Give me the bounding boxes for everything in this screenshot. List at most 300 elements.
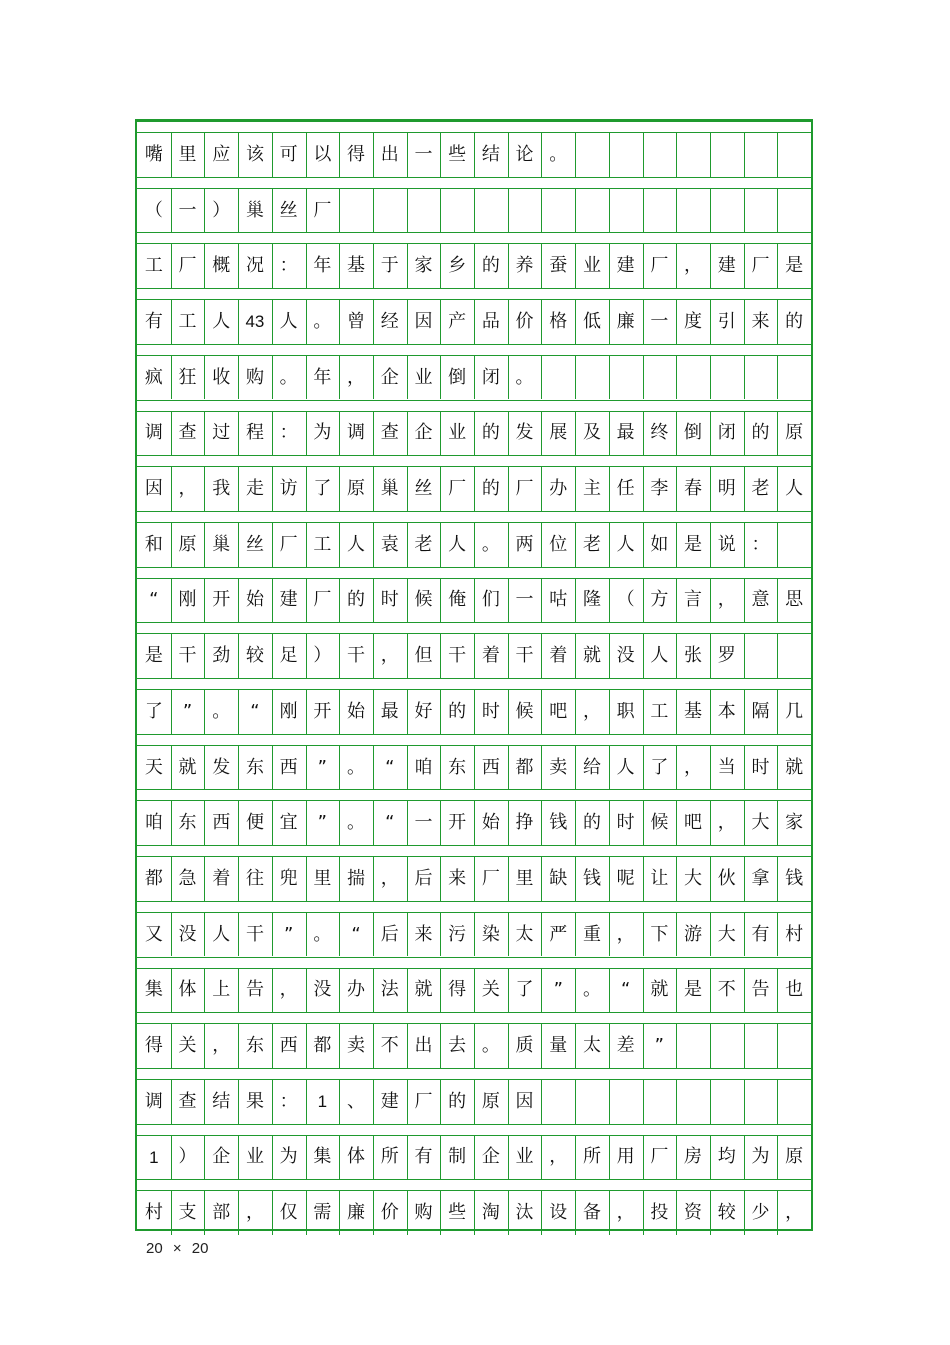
grid-cell: 质: [515, 1035, 534, 1057]
grid-cell: [777, 1080, 811, 1124]
grid-cell: 基: [684, 700, 703, 722]
grid-cell: 了: [515, 979, 534, 1001]
grid-cell: 发: [515, 422, 534, 444]
grid-cell: 一: [650, 310, 669, 332]
grid-cell: 的: [481, 422, 500, 444]
grid-cell: 刚: [279, 700, 298, 722]
grid-cell: ，: [212, 1035, 231, 1057]
grid-cell: 重: [582, 923, 601, 945]
grid-cell: 没: [616, 645, 635, 667]
grid-cell: 工: [178, 310, 197, 332]
grid-cell: 少: [751, 1202, 770, 1224]
grid-cell: 都: [313, 1035, 332, 1057]
grid-cell: 的: [751, 422, 770, 444]
grid-cell: [339, 189, 373, 233]
grid-cell: 办: [347, 979, 366, 1001]
grid-cell: 查: [178, 422, 197, 444]
grid-cell: 。: [515, 366, 534, 388]
grid-cell: 厂: [751, 255, 770, 277]
row-separator: [137, 789, 811, 801]
grid-cell: 1: [317, 1092, 328, 1112]
row-separator: [137, 232, 811, 244]
grid-cell: 建: [279, 589, 298, 611]
grid-cell: 人: [347, 533, 366, 555]
grid-cell: 。: [347, 812, 366, 834]
grid-cell: [373, 189, 407, 233]
grid-cell: 西: [212, 812, 231, 834]
grid-cell: 意: [751, 589, 770, 611]
grid-cell: 购: [245, 366, 264, 388]
grid-cell: 、: [347, 1090, 366, 1112]
grid-cell: 厂: [650, 1146, 669, 1168]
grid-cell: ）: [313, 645, 332, 667]
grid-cell: 结: [212, 1090, 231, 1112]
grid-cell: 。: [279, 366, 298, 388]
grid-cell: 大: [717, 923, 736, 945]
grid-cell: 人: [212, 310, 231, 332]
grid-cell: 劲: [212, 645, 231, 667]
row-separator: [137, 1179, 811, 1191]
grid-cell: ，: [279, 979, 298, 1001]
grid-cell: 况: [245, 255, 264, 277]
grid-cell: 张: [684, 645, 703, 667]
grid-cell: 建: [380, 1090, 399, 1112]
grid-cell: 工: [144, 255, 163, 277]
grid-cell: 没: [178, 923, 197, 945]
grid-cell: 老: [751, 478, 770, 500]
grid-cell: [575, 133, 609, 177]
grid-cell: 厂: [481, 867, 500, 889]
grid-cell: 宜: [279, 812, 298, 834]
grid-cell: 原: [785, 422, 804, 444]
grid-cell: 为: [751, 1146, 770, 1168]
grid-cell: [609, 189, 643, 233]
grid-cell: 一: [178, 199, 197, 221]
grid-cell: “: [385, 812, 395, 834]
grid-cell: 业: [515, 1146, 534, 1168]
grid-cell: ，: [347, 366, 366, 388]
grid-cell: [710, 133, 744, 177]
grid-cell: 调: [144, 1090, 163, 1112]
grid-cell: 但: [414, 645, 433, 667]
grid-cell: 因: [515, 1090, 534, 1112]
grid-cell: 便: [245, 812, 264, 834]
grid-cell: 体: [347, 1146, 366, 1168]
grid-cell: 咱: [414, 756, 433, 778]
grid-cell: 老: [582, 533, 601, 555]
grid-cell: ，: [380, 645, 399, 667]
grid-cell: 开: [448, 812, 467, 834]
grid-cell: 企: [380, 366, 399, 388]
grid-cell: [575, 356, 609, 400]
grid-cell: 挣: [515, 812, 534, 834]
grid-cell: ）: [178, 1146, 197, 1168]
grid-cell: 年: [313, 255, 332, 277]
grid-cell: 卖: [549, 756, 568, 778]
grid-cell: 主: [582, 478, 601, 500]
grid-cell: 制: [448, 1146, 467, 1168]
grid-cell: [541, 189, 575, 233]
grid-cell: 西: [481, 756, 500, 778]
grid-cell: ，: [245, 1202, 264, 1224]
grid-cell: 所: [380, 1146, 399, 1168]
grid-cell: 。: [212, 700, 231, 722]
grid-cell: 上: [212, 979, 231, 1001]
grid-cell: 为: [279, 1146, 298, 1168]
grid-cell: 后: [380, 923, 399, 945]
grid-cell: 里: [515, 867, 534, 889]
grid-cell: 时: [380, 589, 399, 611]
grid-cell: 集: [313, 1146, 332, 1168]
grid-cell: 得: [347, 143, 366, 165]
row-separator: [137, 288, 811, 300]
grid-cell: ”: [654, 1035, 664, 1057]
grid-cell: 就: [785, 756, 804, 778]
grid-cell: 厂: [650, 255, 669, 277]
grid-cell: 基: [347, 255, 366, 277]
grid-cell: 因: [414, 310, 433, 332]
grid-cell: ）: [212, 199, 231, 221]
grid-cell: 候: [515, 700, 534, 722]
row-separator: [137, 957, 811, 969]
grid-cell: 及: [582, 422, 601, 444]
grid-cell: 差: [616, 1035, 635, 1057]
grid-cell: [575, 1080, 609, 1124]
grid-cell: [744, 1080, 778, 1124]
row-separator: [137, 567, 811, 579]
grid-cell: 概: [212, 255, 231, 277]
grid-cell: 些: [448, 143, 467, 165]
row-separator: [137, 455, 811, 467]
grid-cell: 房: [684, 1146, 703, 1168]
grid-cell: ，: [178, 478, 197, 500]
grid-cell: 干: [245, 923, 264, 945]
grid-cell: 。: [347, 756, 366, 778]
grid-cell: 严: [549, 923, 568, 945]
grid-cell: 访: [279, 478, 298, 500]
grid-cell: 43: [245, 312, 265, 332]
grid-cell: 量: [549, 1035, 568, 1057]
grid-cell: 走: [245, 478, 264, 500]
row-separator: [137, 678, 811, 690]
grid-cell: [474, 189, 508, 233]
grid-cell: 是: [785, 255, 804, 277]
grid-cell: 天: [144, 756, 163, 778]
grid-cell: 丝: [245, 533, 264, 555]
grid-cell: 了: [313, 478, 332, 500]
grid-cell: 如: [650, 533, 669, 555]
grid-cell: ”: [553, 979, 563, 1001]
grid-cell: 得: [448, 979, 467, 1001]
grid-cell: 的: [448, 700, 467, 722]
grid-cell: 人: [616, 533, 635, 555]
grid-cell: [744, 634, 778, 678]
grid-cell: “: [351, 923, 361, 945]
grid-cell: 人: [448, 533, 467, 555]
grid-cell: 说: [717, 533, 736, 555]
grid-cell: 俺: [448, 589, 467, 611]
grid-cell: 钱: [582, 867, 601, 889]
row-separator: [137, 121, 811, 133]
grid-cell: 养: [515, 255, 534, 277]
grid-cell: 论: [515, 143, 534, 165]
grid-cell: 吧: [549, 700, 568, 722]
grid-cell: 最: [380, 700, 399, 722]
grid-cell: ，: [717, 589, 736, 611]
grid-cell: 展: [549, 422, 568, 444]
grid-cell: 卖: [347, 1035, 366, 1057]
grid-cell: 果: [245, 1090, 264, 1112]
grid-cell: 廉: [616, 310, 635, 332]
grid-cell: 原: [347, 478, 366, 500]
grid-cell: ，: [616, 923, 635, 945]
grid-cell: ，: [717, 812, 736, 834]
row-separator: [137, 622, 811, 634]
grid-cell: 厂: [448, 478, 467, 500]
grid-rows-count: 20: [191, 1240, 209, 1257]
grid-cell: 些: [448, 1202, 467, 1224]
grid-cell: 是: [684, 979, 703, 1001]
grid-cell: 为: [313, 422, 332, 444]
grid-cell: 的: [785, 310, 804, 332]
grid-cell: [744, 189, 778, 233]
grid-cell: 1: [149, 1147, 159, 1167]
grid-cell: 嘴: [144, 143, 163, 165]
grid-cell: 大: [751, 812, 770, 834]
grid-cell: 厂: [414, 1090, 433, 1112]
row-separator: [137, 1124, 811, 1136]
grid-cell: 是: [684, 533, 703, 555]
grid-cell: 低: [582, 310, 601, 332]
grid-cell: 着: [549, 645, 568, 667]
grid-cell: 咕: [549, 589, 568, 611]
grid-cell: 刚: [178, 589, 197, 611]
grid-cell: 经: [380, 310, 399, 332]
grid-cell: “: [620, 979, 631, 1001]
grid-cell: 太: [582, 1035, 601, 1057]
grid-cell: 一: [414, 812, 433, 834]
grid-cell: “: [149, 589, 159, 611]
grid-cell: ，: [549, 1146, 568, 1168]
grid-cell: ，: [785, 1202, 804, 1224]
grid-cell: 言: [684, 589, 703, 611]
grid-cell: 度: [684, 310, 703, 332]
grid-cell: 候: [414, 589, 433, 611]
grid-cell: [407, 189, 441, 233]
grid-cell: 急: [178, 867, 197, 889]
grid-cell: 原: [481, 1090, 500, 1112]
grid-cell: 需: [313, 1202, 332, 1224]
grid-cell: [710, 189, 744, 233]
row-separator: [137, 845, 811, 857]
grid-cell: 就: [178, 756, 197, 778]
grid-cell: ，: [684, 255, 703, 277]
grid-cell: [676, 1080, 710, 1124]
row-separator: [137, 177, 811, 189]
grid-cell: 倒: [684, 422, 703, 444]
grid-cell: 不: [717, 979, 736, 1001]
grid-cell: 支: [178, 1202, 197, 1224]
grid-cell: 始: [481, 812, 500, 834]
grid-cell: 往: [245, 867, 264, 889]
grid-cell: 厂: [178, 255, 197, 277]
grid-cell: [744, 356, 778, 400]
grid-cell: “: [250, 700, 260, 722]
row-separator: [137, 511, 811, 523]
grid-cell: （: [616, 589, 635, 611]
grid-cell: [541, 356, 575, 400]
grid-cell: 蚕: [549, 255, 568, 277]
grid-cell: 村: [144, 1202, 163, 1224]
grid-cell: [643, 1080, 677, 1124]
grid-cell: 调: [144, 422, 163, 444]
grid-cell: 李: [650, 478, 669, 500]
grid-cell: 们: [481, 589, 500, 611]
grid-cell: 产: [448, 310, 467, 332]
grid-cell: [777, 634, 811, 678]
grid-cell: 没: [313, 979, 332, 1001]
grid-cell: 厂: [279, 533, 298, 555]
grid-cell: 巢: [212, 533, 231, 555]
grid-cell: [575, 189, 609, 233]
grid-cell: 的: [582, 812, 601, 834]
grid-cell: 游: [684, 923, 703, 945]
grid-cell: [440, 189, 474, 233]
times-symbol: ×: [172, 1240, 182, 1257]
grid-cell: 出: [380, 143, 399, 165]
grid-cell: 办: [549, 478, 568, 500]
grid-cell: 建: [616, 255, 635, 277]
grid-cell: 调: [347, 422, 366, 444]
grid-cell: 收: [212, 366, 231, 388]
grid-cell: 购: [414, 1202, 433, 1224]
grid-cell: 业: [245, 1146, 264, 1168]
grid-cell: 干: [448, 645, 467, 667]
row-separator: [137, 1068, 811, 1080]
grid-cell: 原: [178, 533, 197, 555]
grid-cell: 疯: [144, 366, 163, 388]
grid-cell: ”: [317, 812, 327, 834]
row-separator: [137, 1012, 811, 1024]
grid-cell: 罗: [717, 645, 736, 667]
grid-cell: 建: [717, 255, 736, 277]
grid-cell: ，: [380, 867, 399, 889]
grid-cell: 。: [582, 979, 601, 1001]
row-separator: [137, 901, 811, 913]
grid-cell: [508, 189, 542, 233]
grid-cell: 。: [549, 143, 568, 165]
grid-cell: 因: [144, 478, 163, 500]
grid-cell: 过: [212, 422, 231, 444]
grid-cell: 闭: [717, 422, 736, 444]
grid-cell: 程: [245, 422, 264, 444]
grid-cell: [744, 1024, 778, 1068]
grid-cell: 村: [785, 923, 804, 945]
grid-cell: 的: [481, 255, 500, 277]
grid-cell: 西: [279, 1035, 298, 1057]
grid-cell: 法: [380, 979, 399, 1001]
grid-cell: 春: [684, 478, 703, 500]
grid-cell: 吧: [684, 812, 703, 834]
row-separator: [137, 400, 811, 412]
grid-cell: 结: [481, 143, 500, 165]
grid-cell: 乡: [448, 255, 467, 277]
grid-cell: 里: [313, 867, 332, 889]
grid-cell: 时: [751, 756, 770, 778]
grid-cell: 是: [144, 645, 163, 667]
grid-cell: 查: [380, 422, 399, 444]
grid-cell: ：: [279, 255, 298, 277]
grid-cell: 家: [414, 255, 433, 277]
grid-cell: 巢: [380, 478, 399, 500]
grid-cell: 人: [616, 756, 635, 778]
grid-cell: [676, 1024, 710, 1068]
grid-cell: 狂: [178, 366, 197, 388]
grid-cell: 设: [549, 1202, 568, 1224]
grid-size-label: [146, 1240, 208, 1257]
grid-cell: 人: [279, 310, 298, 332]
grid-cell: 用: [616, 1146, 635, 1168]
grid-cell: 给: [582, 756, 601, 778]
grid-cell: 资: [684, 1202, 703, 1224]
grid-cell: 老: [414, 533, 433, 555]
grid-cell: 发: [212, 756, 231, 778]
grid-cell: 有: [144, 310, 163, 332]
grid-cell: 又: [144, 923, 163, 945]
grid-cell: 企: [212, 1146, 231, 1168]
grid-cell: 较: [245, 645, 264, 667]
grid-cell: 污: [448, 923, 467, 945]
grid-cell: 业: [448, 422, 467, 444]
grid-cell: 原: [785, 1146, 804, 1168]
grid-cell: 里: [178, 143, 197, 165]
grid-cell: 部: [212, 1202, 231, 1224]
grid-cell: ，: [684, 756, 703, 778]
grid-cell: [609, 1080, 643, 1124]
grid-cell: 关: [178, 1035, 197, 1057]
grid-cell: 备: [582, 1202, 601, 1224]
grid-cell: 拿: [751, 867, 770, 889]
grid-cell: 业: [414, 366, 433, 388]
grid-cell: 厂: [313, 589, 332, 611]
grid-cell: 引: [717, 310, 736, 332]
grid-cell: [676, 189, 710, 233]
grid-cell: 均: [717, 1146, 736, 1168]
grid-cell: [710, 1024, 744, 1068]
grid-cell: 太: [515, 923, 534, 945]
grid-cell: 一: [414, 143, 433, 165]
grid-cell: 隔: [751, 700, 770, 722]
grid-cell: 厂: [313, 199, 332, 221]
grid-cell: （: [144, 199, 163, 221]
grid-cell: 大: [684, 867, 703, 889]
grid-cell: ”: [317, 756, 327, 778]
grid-cell: 思: [785, 589, 804, 611]
grid-cell: 较: [717, 1202, 736, 1224]
grid-cell: [744, 133, 778, 177]
grid-cell: [676, 133, 710, 177]
grid-cell: 查: [178, 1090, 197, 1112]
grid-cell: [710, 356, 744, 400]
grid-cell: 应: [212, 143, 231, 165]
manuscript-grid-paper: [135, 119, 813, 1231]
grid-cell: 告: [245, 979, 264, 1001]
grid-cell: 时: [616, 812, 635, 834]
grid-cell: 了: [144, 700, 163, 722]
grid-cell: 着: [212, 867, 231, 889]
grid-cell: 的: [347, 589, 366, 611]
grid-cell: 干: [515, 645, 534, 667]
